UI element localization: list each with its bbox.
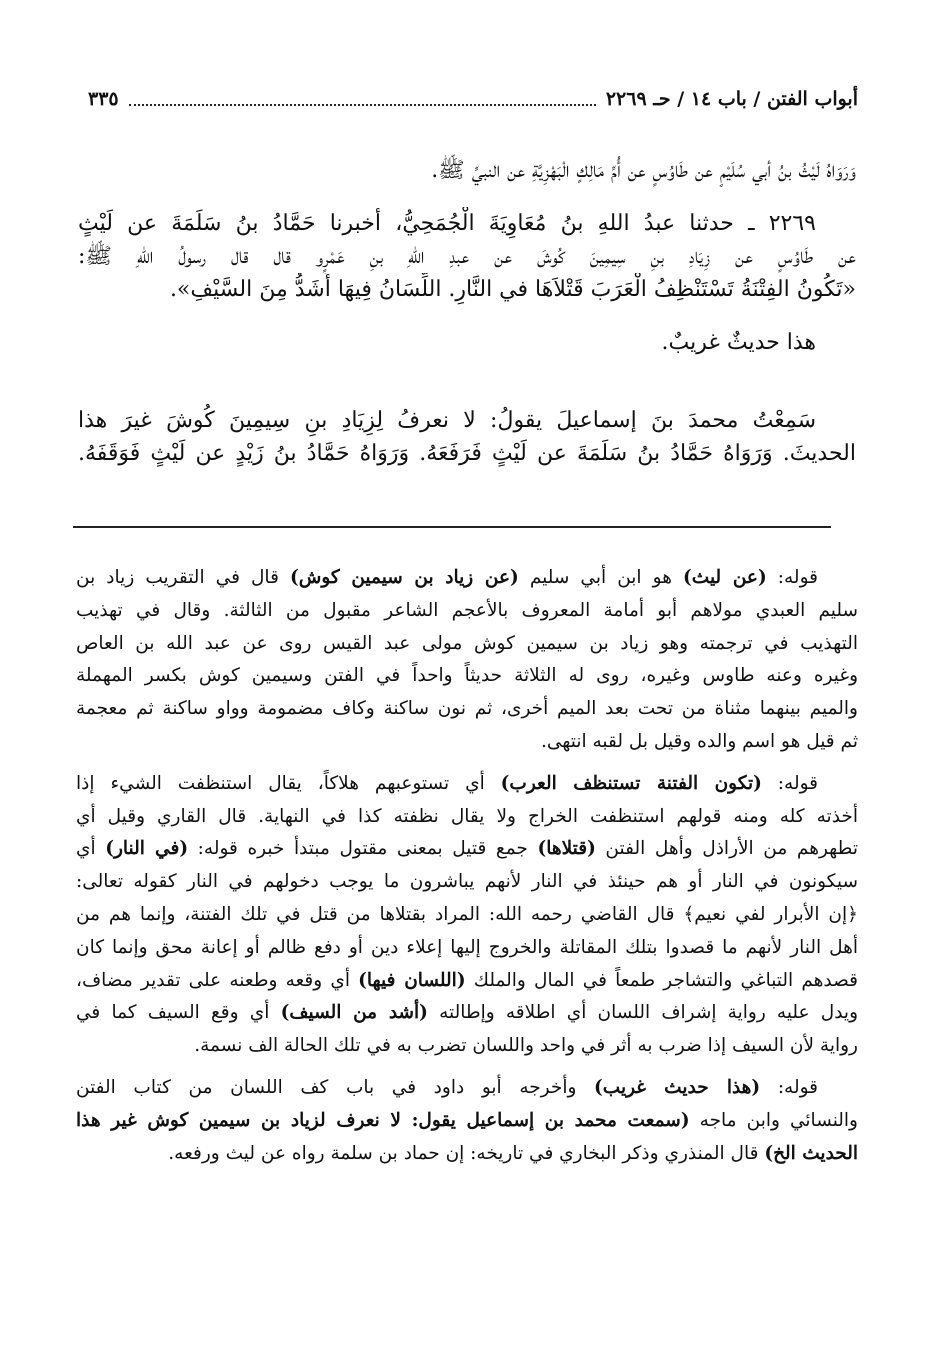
commentary-text: تطهرهم من الأراذل وأهل الفتن [595,838,858,860]
quoted-phrase: (أشد من السيف) [280,1002,428,1024]
commentary-text: أي وقعه وطعنه على تقدير مضاف، [76,969,359,991]
commentary-text: وأخرجه أبو داود في باب كف اللسان من كتاب الفتن [76,1076,595,1098]
commentary-line [76,628,858,661]
commentary-line [76,660,858,693]
commentary-text: ﴿إن الأبرار لفي نعيم﴾ قال القاضي رحمه الله: المراد بقتلاها من قتل في تلك الفتنة، وإنما هم من [76,903,858,925]
commentary-line [76,1105,858,1138]
commentary-line [76,932,858,965]
quoted-phrase: (تكون الفتنة تستنظف العرب) [500,772,762,794]
commentary-line [76,801,858,834]
commentary-text: والميم بينهما مثناة من تحت بعد الميم أخرى، ثم نون ساكنة وكاف مضمومة وواو ساكنة ثم معجمة [76,698,858,720]
commentary-text: رواية لأن السيف إذا ضرب به أثر في واحد واللسان تضرب به في تلك الحالة الف نسمة. [194,1035,858,1057]
commentary-line [76,899,858,932]
quoted-phrase: (قتلاها) [537,838,596,860]
hadith-number-line: ٢٢٦٩ ـ حدثنا عبدُ اللهِ بنُ مُعَاوِيَةَ الْجُمَحِيُّ، أخبرنا حَمَّادُ بنُ سَلَمَةَ عن لَيْثٍ [78,211,816,236]
commentary-line [76,866,858,899]
commentary [76,562,858,1170]
commentary-text: هو ابن أبي سليم [518,567,684,588]
commentary-text: ويدل عليه رواية إشراف اللسان أي اطلاقه وإطالته [427,1002,858,1024]
quoted-phrase: (هذا حديث غريب) [594,1076,761,1098]
text-line: سَمِعْتُ محمدَ بنَ إسماعيلَ يقولُ: لا نعرفُ لِزِيَادِ بنِ سِيمِينَ كُوشَ غيرَ هذا [78,408,816,433]
commentary-line [76,1138,858,1171]
page-number: ٣٣٥ [88,88,119,110]
text-line: وَرَوَاهُ لَيْثُ بنُ أبي سُلَيْمٍ عن طَاوُسٍ عن أُمِّ مَالِكٍ الْبَهْزِيَّةِ عن النبيِّ ﷺ. [431,158,856,183]
commentary-text: قوله: [761,772,818,794]
commentary-text: ثم قيل هو اسم والده وقيل بل لقبه انتهى. [540,730,858,752]
text-line: «تَكُونُ الفِتْنَةُ تَسْتَنْظِفُ الْعَرَبَ قَتْلاَهَا في النَّارِ. اللِّسَانُ فِيهَا أَشَدُّ مِنَ السَّيْفِ». [169,277,856,302]
quoted-phrase: (سمعت محمد بن إسماعيل يقول: لا نعرف لزياد بن سيمين كوش غير هذا [76,1109,690,1131]
leader-dots [129,92,596,106]
text-line: الحديثَ. وَرَوَاهُ حَمَّادُ بنُ سَلَمَةَ عن لَيْثٍ فَرَفَعَهُ. وَرَوَاهُ حَمَّادُ بنُ زَيْدٍ عن لَيْثٍ فَوَقَفَهُ. [78,441,856,466]
commentary-line [76,726,858,759]
footnote-divider [73,526,831,528]
grading-line: هذا حديثٌ غريبٌ. [661,330,816,355]
commentary-text: قوله: [760,1076,819,1098]
commentary-line [76,693,858,726]
quoted-phrase: (في النار) [105,838,189,860]
commentary-line [76,833,858,866]
commentary-text: أخذته كله ومنه قولهم استنظفت الخراج ولا يقال نظفته كذا في النهاية. قال القاري وقيل أي [76,805,858,827]
commentary-line [76,595,858,628]
commentary-line [76,1072,858,1105]
commentary-text: وغيره وعنه طاوس وغيره، روى له الثلاثة حديثاً واحداً في الفتن وسيمين كوش بكسر المهملة [76,665,858,687]
commentary-text: أهل النار لأنهم ما قصدوا بتلك المقاتلة والخروج إليها إعلاء دين أو دفع ظالم أو إعانة محق وإنما كان [76,936,858,958]
commentary-line [76,1030,858,1063]
commentary-text: سليم العبدي مولاهم أبو أمامة المعروف بالأعجم الشاعر مقبول من الثالثة. وقال في تهذيب [76,599,858,621]
quoted-phrase: (اللسان فيها) [358,969,466,991]
commentary-line [76,965,858,998]
commentary-text: أي تستوعبهم هلاكاً، يقال استنظفت الشيء إذا [76,772,501,794]
commentary-text: التهذيب في ترجمته وهو زياد بن سيمين كوش مولى عبد القيس روى عن عبد الله بن العاص [76,632,858,654]
commentary-text: قال المنذري وذكر البخاري في تاريخه: إن حماد بن سلمة رواه عن ليث ورفعه. [168,1142,765,1164]
commentary-text: سيكونون في النار أو هم حينئذ في النار لأنهم يباشرون ما يوجب دخولهم في النار كقوله تعالى: [76,871,858,893]
commentary-text: قصدهم التباغي والتشاجر طمعاً في المال والملك [465,969,858,991]
commentary-text: والنسائي وابن ماجه [689,1109,858,1131]
commentary-line [76,997,858,1030]
quoted-phrase: الحديث الخ) [764,1142,858,1164]
text-line: عن طَاوُسٍ عن زِيَادِ بنِ سِيمِينَ كُوشَ عن عبدِ اللهِ بنِ عَمْرٍو قال قال رسولُ اللهِ ﷺ: [78,244,856,269]
commentary-text: جمع قتيل بمعنى مقتول مبتدأ خبره قوله: [188,838,538,860]
running-header [88,84,858,114]
commentary-text: قوله: [766,567,818,588]
commentary-text: أي [76,838,106,860]
hadith-text [78,154,856,470]
commentary-text: أي وقع السيف كما في [76,1002,281,1024]
commentary-line [76,768,858,801]
quoted-phrase: (عن ليث) [683,567,767,588]
commentary-text: قال في التقريب زياد بن [76,567,290,588]
commentary-line [76,562,858,595]
running-title: أبواب الفتن / باب ١٤ / حـ ٢٢٦٩ [605,88,858,110]
quoted-phrase: (عن زياد بن سيمين كوش) [290,567,519,588]
